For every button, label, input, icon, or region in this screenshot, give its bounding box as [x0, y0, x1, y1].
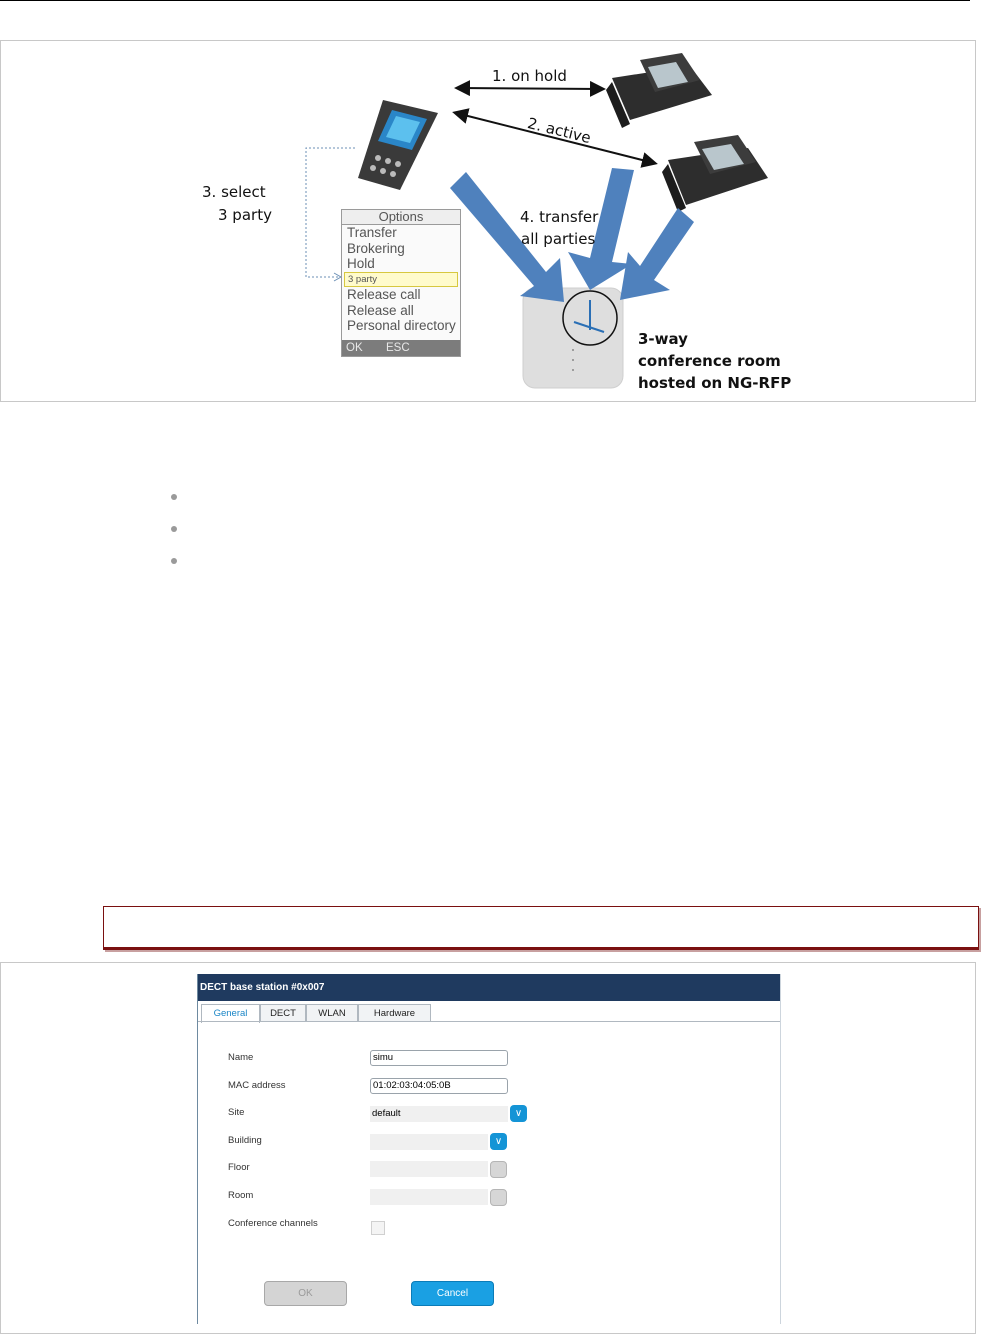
tab-divider — [198, 1021, 780, 1022]
dialog-title: DECT base station #0x007 — [198, 974, 780, 1001]
transfer-label-line2: all parties — [521, 230, 596, 248]
menu-item-hold[interactable]: Hold — [347, 256, 375, 271]
cancel-button[interactable]: Cancel — [411, 1281, 494, 1306]
active-label: 2. active — [525, 114, 593, 148]
building-label: Building — [228, 1135, 262, 1146]
menu-item-personal-directory[interactable]: Personal directory — [347, 318, 456, 333]
desk-phone-1-icon — [606, 53, 712, 128]
conference-channels-checkbox[interactable] — [371, 1221, 385, 1235]
select-label-line1: 3. select — [202, 183, 266, 201]
site-dropdown-button[interactable] — [510, 1105, 527, 1122]
tab-hardware[interactable]: Hardware — [358, 1004, 431, 1022]
room-label: Room — [228, 1190, 254, 1201]
select-label-line2: 3 party — [218, 206, 272, 224]
conference-channels-label: Conference channels — [228, 1218, 318, 1227]
softkey-ok[interactable]: OK — [346, 342, 363, 354]
transfer-label-line1: 4. transfer — [520, 208, 599, 226]
conference-label-line1: 3-way — [638, 330, 688, 348]
name-label: Name — [228, 1052, 254, 1063]
note-box — [103, 906, 979, 950]
conference-label-line2: conference room — [638, 352, 781, 370]
name-input[interactable]: simu — [370, 1050, 508, 1066]
chevron-down-icon: ∨ — [514, 1108, 523, 1119]
tab-dect[interactable]: DECT — [260, 1004, 306, 1022]
handset-phone-icon — [358, 100, 438, 190]
options-menu-title: Options — [342, 210, 460, 225]
tab-general[interactable]: General — [201, 1004, 260, 1023]
base-station-icon — [523, 288, 623, 388]
bullet-3 — [171, 558, 177, 564]
desk-phone-2-icon — [662, 135, 768, 212]
ok-button[interactable]: OK — [264, 1281, 347, 1306]
mac-address-label: MAC address — [228, 1080, 286, 1091]
bullet-1 — [171, 494, 177, 500]
floor-dropdown-button[interactable] — [490, 1161, 507, 1178]
base-station-dialog — [197, 974, 781, 1324]
site-select[interactable]: default — [370, 1106, 508, 1122]
diagram-graphics — [0, 0, 982, 420]
site-label: Site — [228, 1107, 245, 1118]
building-select[interactable] — [370, 1134, 488, 1150]
floor-select[interactable] — [370, 1161, 488, 1177]
conference-label-line3: hosted on NG-RFP — [638, 374, 792, 392]
options-menu-footer — [342, 340, 460, 356]
menu-item-brokering[interactable]: Brokering — [347, 240, 405, 256]
on-hold-label: 1. on hold — [492, 67, 567, 85]
tab-wlan[interactable]: WLAN — [306, 1004, 358, 1022]
on-hold-arrow — [458, 88, 602, 89]
room-dropdown-button[interactable] — [490, 1189, 507, 1206]
softkey-esc[interactable]: ESC — [386, 342, 410, 354]
menu-item-3-party[interactable]: 3 party — [344, 272, 458, 288]
mac-address-input[interactable]: 01:02:03:04:05:0B — [370, 1078, 508, 1094]
menu-item-release-all[interactable]: Release all — [347, 302, 414, 318]
options-menu — [341, 209, 461, 357]
room-select[interactable] — [370, 1189, 488, 1205]
menu-item-release-call[interactable]: Release call — [347, 287, 421, 302]
building-dropdown-button[interactable] — [490, 1133, 507, 1150]
menu-item-transfer[interactable]: Transfer — [347, 225, 397, 240]
floor-label: Floor — [228, 1162, 250, 1173]
chevron-down-icon: ∨ — [494, 1136, 503, 1147]
bullet-2 — [171, 526, 177, 532]
